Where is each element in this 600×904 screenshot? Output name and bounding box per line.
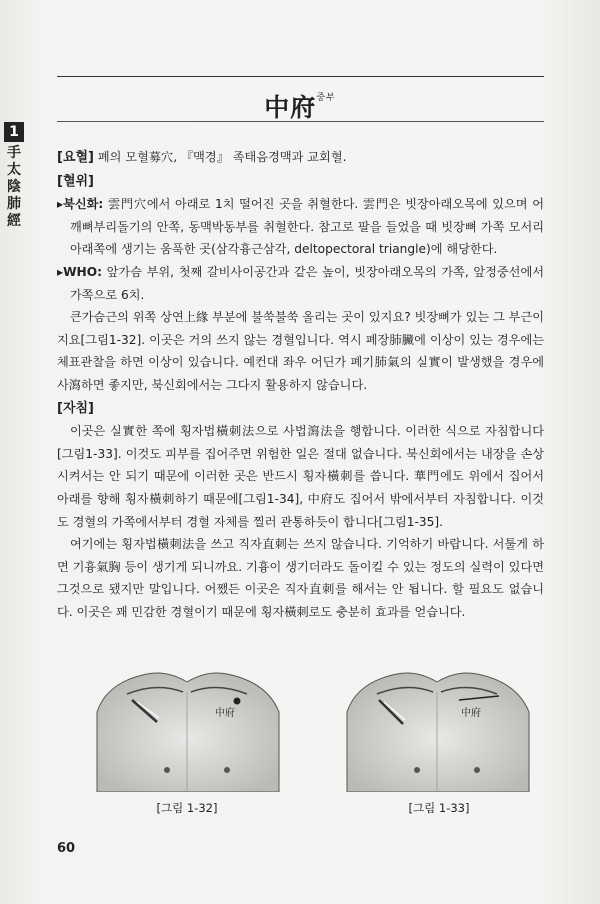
bukshinhwa-paragraph [57, 193, 544, 261]
chapter-title-vertical [4, 145, 24, 230]
chapter-side-tab [4, 122, 24, 230]
bukshinhwa-text: 雲門穴에서 아래로 1치 떨어진 곳을 취혈한다. 雲門은 빗장아래오목에 있으며 어깨뼈부리돌기의 안쪽, 동맥박동부를 취혈한다. 참고로 팔을 들었을 때 빗장뼈 가쪽 모서리 아래쪽에 생기는 움푹한 곳(삼각흉근삼각, deltopectoral triangle)에 해당한다. [70, 197, 544, 257]
title-reading: 중부 [316, 93, 336, 103]
side-char: 陰 [7, 179, 21, 195]
who-paragraph [57, 261, 544, 306]
chwihyeol-heading: [혈위] [57, 173, 94, 189]
side-char: 手 [7, 145, 21, 161]
header-rule-top [57, 76, 544, 77]
para-needling-2: 여기에는 횡자법橫刺法을 쓰고 직자直刺는 쓰지 않습니다. 기억하기 바랍니다. 서툴게 하면 기흉氣胸 등이 생기게 되니까요. 기흉이 생기더라도 돌이킬 수 있는 정도의 실력이 있다면 그것으로 됐지만 말입니다. 어쨌든 이곳은 직자直刺를 해서는 안 됩니다. 할 필요도 없습니다. 이곳은 꽤 민감한 경혈이기 때문에 횡자橫刺로도 충분히 효과를 얻습니다. [57, 537, 544, 619]
title-hanja: 中府 [264, 93, 317, 122]
yohyeol-paragraph [57, 146, 544, 170]
para-needling-1: 이곳은 실實한 쪽에 횡자법橫刺法으로 사법瀉法을 행합니다. 이러한 식으로 자침합니다[그림1-33]. 이것도 피부를 집어주면 위험한 일은 절대 없습니다. 북신회에서는 내장을 손상시켜서는 안 되기 때문에 이러한 곳은 반드시 횡자橫刺를 씁니다. 華門에도 위에서 집어서 아래를 향해 횡자橫刺하기 때문에[그림1-34], 中府도 집어서 밖에서부터 자침합니다. 이것도 경혈의 가쪽에서부터 경혈 자체를 찔러 관통하듯이 합니다[그림1-35]. [57, 424, 544, 529]
para-description: 큰가슴근의 위쪽 상연上緣 부분에 불쑥불쑥 올리는 곳이 있지요? 빗장뼈가 있는 그 부근이지요[그림1-32]. 이곳은 거의 쓰지 않는 경혈입니다. 역시 폐장肺臟에 이상이 있는 경우에는 체표관찰을 하면 이상이 있습니다. 예컨대 좌우 어딘가 폐기肺氣의 실實이 발생했을 경우에 사瀉하면 좋지만, 북신회에서는 그다지 활용하지 않습니다. [57, 310, 544, 392]
yohyeol-text: 폐의 모혈募穴, 『맥경』 족태음경맥과 교회혈. [94, 150, 347, 164]
who-label: ▸WHO: [57, 264, 102, 279]
chapter-number: 1 [4, 122, 24, 142]
figure-caption-1: [그림 1-32] [156, 801, 218, 815]
header-rule-bottom [57, 121, 544, 122]
side-char: 太 [7, 162, 21, 178]
side-char: 肺 [7, 196, 21, 212]
chwihyeol-heading-line [57, 170, 544, 194]
chest-illustration-1 [87, 652, 287, 792]
figure-row [57, 652, 544, 792]
jachim-heading: [자침] [57, 400, 94, 416]
figure-caption-2: [그림 1-33] [408, 801, 470, 815]
figure-label-2: 中府 [461, 708, 481, 719]
figure-1-32 [87, 652, 287, 792]
acupoint-marker [234, 698, 241, 705]
who-text: 앞가슴 부위, 첫째 갈비사이공간과 같은 높이, 빗장아래오목의 가쪽, 앞정중선에서 가쪽으로 6치. [70, 264, 544, 302]
bukshinhwa-label: ▸북신화: [57, 197, 104, 212]
jachim-heading-line [57, 397, 544, 421]
figure-label-1: 中府 [215, 708, 235, 719]
chest-illustration-2 [339, 652, 539, 792]
body-text [57, 146, 544, 623]
page-title [0, 88, 600, 124]
side-char: 經 [7, 213, 21, 229]
yohyeol-heading: [요혈] [57, 150, 94, 165]
figure-1-33 [339, 652, 539, 792]
page-number: 60 [57, 841, 76, 856]
